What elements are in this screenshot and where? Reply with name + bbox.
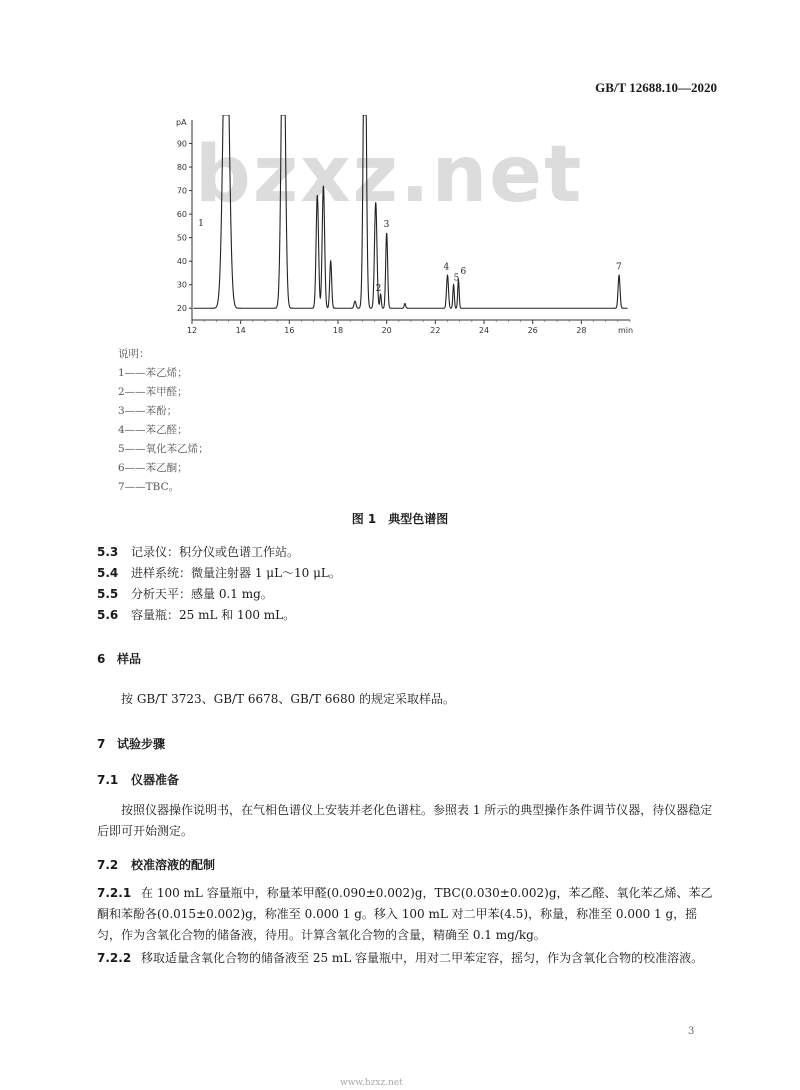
clause-5-4 [97,564,341,581]
clause-7-2-1 [97,883,719,946]
y-axis-label: pA [176,118,187,127]
y-tick-label: 20 [176,304,187,314]
y-tick-label: 70 [176,186,187,196]
clause-text: 移取适量含氧化合物的储备液至 25 mL 容量瓶中，用对二甲苯定容，摇匀，作为含氧化合物的校准溶液。 [141,951,704,965]
peak-label-3: 3 [383,219,390,230]
legend-item: 5——氧化苯乙烯； [118,443,209,455]
footer-fragment: www.bzxz.net [340,1078,403,1088]
clause-text: 记录仪：积分仪或色谱工作站。 [131,545,300,559]
clause-number: 5.4 [97,566,119,580]
clause-5-3 [97,543,299,560]
peak-label-2: 2 [375,284,382,295]
clause-number: 7.2.2 [97,951,132,965]
section-7-1-text: 按照仪器操作说明书，在气相色谱仪上安装并老化色谱柱。参照表 1 所示的典型操作条件调节仪器，待仪器稳定后即可开始测定。 [97,803,713,838]
peak-label-6: 6 [460,267,467,277]
peak-label-5: 5 [453,273,460,284]
x-tick-label: 12 [186,326,198,335]
clause-number: 7.2.1 [97,886,132,900]
peak-label-1: 1 [198,218,204,229]
clause-number: 5.6 [97,608,119,622]
x-tick-label: 20 [381,326,392,335]
clause-7-2-2 [97,948,719,969]
x-tick-label: 24 [478,326,490,335]
section-title: 样品 [117,652,142,666]
x-tick-label: 18 [332,326,344,335]
clause-5-5 [97,585,273,602]
section-title: 试验步骤 [117,737,166,751]
clause-text: 在 100 mL 容量瓶中，称量苯甲醛(0.090±0.002)g，TBC(0.030±0.002)g，苯乙醛、氧化苯乙烯、苯乙酮和苯酚各(0.015±0.002)g，称准至 0.000 1 g。移入 100 mL 对二甲苯(4.5)，称量，称准至 0.000 1 g，摇匀，作为含氧化合物的储备液，待用。计算含氧化合物的含量，精确至 0.1 mg/kg。 [97,886,713,942]
peak-label-7: 7 [616,262,622,273]
page-number: 3 [688,1026,695,1037]
legend-item: 7——TBC。 [118,481,180,493]
section-number: 6 [97,652,106,666]
section-title: 校准溶液的配制 [131,858,216,872]
clause-text: 分析天平：感量 0.1 mg。 [131,587,273,601]
legend-item: 6——苯乙酮； [118,462,188,474]
x-axis-label: min [618,326,634,335]
legend-item: 4——苯乙醛； [118,424,188,436]
standard-number-header: GB/T 12688.10—2020 [595,80,717,95]
legend-item: 3——苯酚； [118,405,178,417]
chromatogram-trace [193,115,627,308]
section-number: 7 [97,737,106,751]
figure-legend [118,345,418,497]
section-7-1-heading [97,771,179,788]
x-tick-label: 22 [430,326,441,335]
y-tick-label: 60 [176,210,187,220]
section-6-text: 按 GB/T 3723、GB/T 6678、GB/T 6680 的规定采取样品。 [121,692,456,706]
y-tick-label: 40 [176,257,187,267]
legend-item: 2——苯甲醛； [118,386,188,398]
section-title: 仪器准备 [131,773,180,787]
peak-label-4: 4 [443,262,450,273]
watermark: bzxz.net [195,130,584,220]
legend-item: 1——苯乙烯； [118,367,188,379]
chromatogram-chart [160,115,660,335]
x-tick-label: 14 [235,326,246,335]
section-7-2-heading [97,856,215,873]
clause-text: 进样系统：微量注射器 1 μL～10 μL。 [131,566,341,580]
section-6-heading [97,650,141,667]
x-tick-label: 28 [576,326,587,335]
section-7-heading [97,735,165,752]
clause-number: 5.3 [97,545,119,559]
y-tick-label: 80 [176,163,187,173]
x-tick-label: 16 [284,326,295,335]
y-tick-label: 30 [176,280,187,290]
section-number: 7.2 [97,858,119,872]
clause-text: 容量瓶：25 mL 和 100 mL。 [131,608,296,622]
x-tick-label: 26 [527,326,538,335]
legend-title: 说明： [118,348,150,360]
section-number: 7.1 [97,773,119,787]
clause-5-6 [97,606,295,623]
figure-caption: 图 1 典型色谱图 [351,512,449,526]
y-tick-label: 50 [176,233,187,243]
clause-number: 5.5 [97,587,119,601]
y-tick-label: 90 [176,139,187,149]
